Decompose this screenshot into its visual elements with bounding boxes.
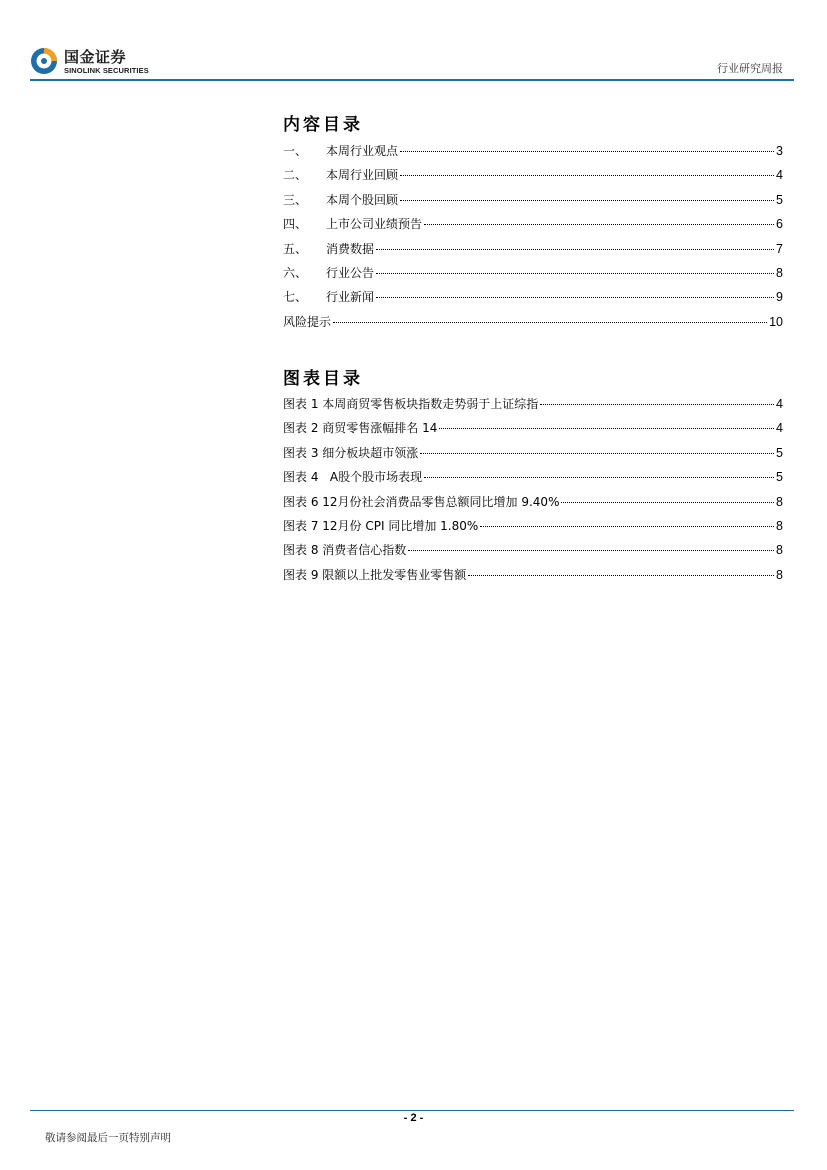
figure-item-3[interactable] bbox=[283, 445, 783, 469]
contents-list bbox=[283, 143, 783, 338]
page-number: - 2 - bbox=[403, 1112, 424, 1124]
sinolink-logo-icon bbox=[30, 47, 58, 75]
toc-leader-dots bbox=[420, 453, 774, 454]
toc-item-page: 9 bbox=[776, 290, 783, 305]
toc-leader-dots bbox=[424, 224, 774, 225]
header-divider bbox=[30, 79, 794, 81]
figure-item-label: 图表 4 A股个股市场表现 bbox=[283, 470, 423, 485]
toc-leader-dots bbox=[376, 297, 774, 298]
toc-item-industry-view[interactable] bbox=[283, 143, 783, 167]
toc-leader-dots bbox=[408, 550, 774, 551]
toc-item-label: 行业新闻 bbox=[326, 290, 375, 305]
figure-item-label: 图表 2 商贸零售涨幅排名 14 bbox=[283, 421, 438, 436]
toc-item-number: 一、 bbox=[283, 144, 308, 158]
figure-item-label: 图表 7 12月份 CPI 同比增加 1.80% bbox=[283, 518, 479, 533]
toc-item-consumption-data[interactable] bbox=[283, 241, 783, 265]
figure-item-label: 图表 9 限额以上批发零售业零售额 bbox=[283, 567, 467, 582]
toc-leader-dots bbox=[424, 477, 774, 478]
footer-divider bbox=[30, 1110, 794, 1111]
toc-item-industry-announcements[interactable] bbox=[283, 265, 783, 289]
toc-leader-dots bbox=[480, 526, 774, 527]
toc-item-number: 二、 bbox=[283, 168, 308, 183]
figure-item-page: 8 bbox=[776, 543, 783, 558]
figure-item-page: 5 bbox=[776, 470, 783, 485]
figure-item-9[interactable] bbox=[283, 567, 783, 591]
toc-item-page: 6 bbox=[776, 217, 783, 232]
toc-leader-dots bbox=[376, 273, 774, 274]
toc-item-page: 5 bbox=[776, 192, 783, 207]
figure-item-label: 图表 1 本周商贸零售板块指数走势弱于上证综指 bbox=[283, 397, 539, 411]
figures-list bbox=[283, 396, 783, 591]
figure-item-6[interactable] bbox=[283, 494, 783, 518]
figure-item-page: 4 bbox=[776, 421, 783, 436]
toc-leader-dots bbox=[468, 575, 774, 576]
figure-item-page: 8 bbox=[776, 518, 783, 533]
toc-item-label: 本周个股回顾 bbox=[326, 192, 399, 207]
figure-item-1[interactable] bbox=[283, 396, 783, 420]
figure-item-label: 图表 3 细分板块超市领涨 bbox=[283, 445, 419, 460]
contents-title: 内容目录 bbox=[283, 115, 363, 135]
toc-item-label: 风险提示 bbox=[283, 314, 332, 329]
figure-item-2[interactable] bbox=[283, 420, 783, 444]
toc-item-page: 10 bbox=[769, 314, 783, 329]
figure-item-page: 8 bbox=[776, 567, 783, 582]
toc-item-label: 本周行业回顾 bbox=[326, 168, 399, 183]
figure-item-page: 5 bbox=[776, 445, 783, 460]
toc-item-industry-news[interactable] bbox=[283, 289, 783, 313]
toc-item-number: 七、 bbox=[283, 290, 308, 305]
toc-item-risk-warning[interactable] bbox=[283, 314, 783, 338]
toc-leader-dots bbox=[540, 404, 774, 405]
figure-item-4[interactable] bbox=[283, 469, 783, 493]
toc-leader-dots bbox=[376, 249, 774, 250]
toc-item-page: 8 bbox=[776, 265, 783, 280]
toc-item-number: 三、 bbox=[283, 192, 308, 207]
toc-leader-dots bbox=[400, 151, 774, 152]
toc-item-label: 本周行业观点 bbox=[326, 144, 399, 158]
figure-item-label: 图表 8 消费者信心指数 bbox=[283, 543, 407, 558]
toc-item-page: 4 bbox=[776, 168, 783, 183]
company-logo bbox=[30, 44, 155, 80]
report-type-label: 行业研究周报 bbox=[717, 62, 783, 75]
toc-leader-dots bbox=[561, 502, 774, 503]
disclaimer-text: 敬请参阅最后一页特别声明 bbox=[45, 1132, 171, 1144]
toc-item-stock-review[interactable] bbox=[283, 192, 783, 216]
toc-item-number: 六、 bbox=[283, 265, 308, 280]
toc-item-label: 行业公告 bbox=[326, 265, 375, 280]
toc-leader-dots bbox=[333, 322, 767, 323]
toc-item-number: 四、 bbox=[283, 217, 308, 232]
figure-item-8[interactable] bbox=[283, 542, 783, 566]
figure-item-label: 图表 6 12月份社会消费品零售总额同比增加 9.40% bbox=[283, 494, 560, 509]
toc-item-number: 五、 bbox=[283, 241, 308, 256]
toc-leader-dots bbox=[400, 200, 774, 201]
toc-item-label: 消费数据 bbox=[326, 241, 375, 256]
toc-item-page: 7 bbox=[776, 241, 783, 256]
figure-item-7[interactable] bbox=[283, 518, 783, 542]
toc-leader-dots bbox=[439, 428, 774, 429]
toc-item-label: 上市公司业绩预告 bbox=[326, 217, 423, 232]
figure-item-page: 8 bbox=[776, 494, 783, 509]
toc-item-industry-review[interactable] bbox=[283, 167, 783, 191]
figures-title: 图表目录 bbox=[283, 369, 363, 389]
logo-english-name: SINOLINK SECURITIES bbox=[64, 66, 149, 75]
logo-chinese-name: 国金证券 bbox=[64, 48, 127, 66]
toc-item-earnings-forecast[interactable] bbox=[283, 216, 783, 240]
toc-item-page: 3 bbox=[776, 144, 783, 158]
figure-item-page: 4 bbox=[776, 397, 783, 411]
toc-leader-dots bbox=[400, 175, 774, 176]
